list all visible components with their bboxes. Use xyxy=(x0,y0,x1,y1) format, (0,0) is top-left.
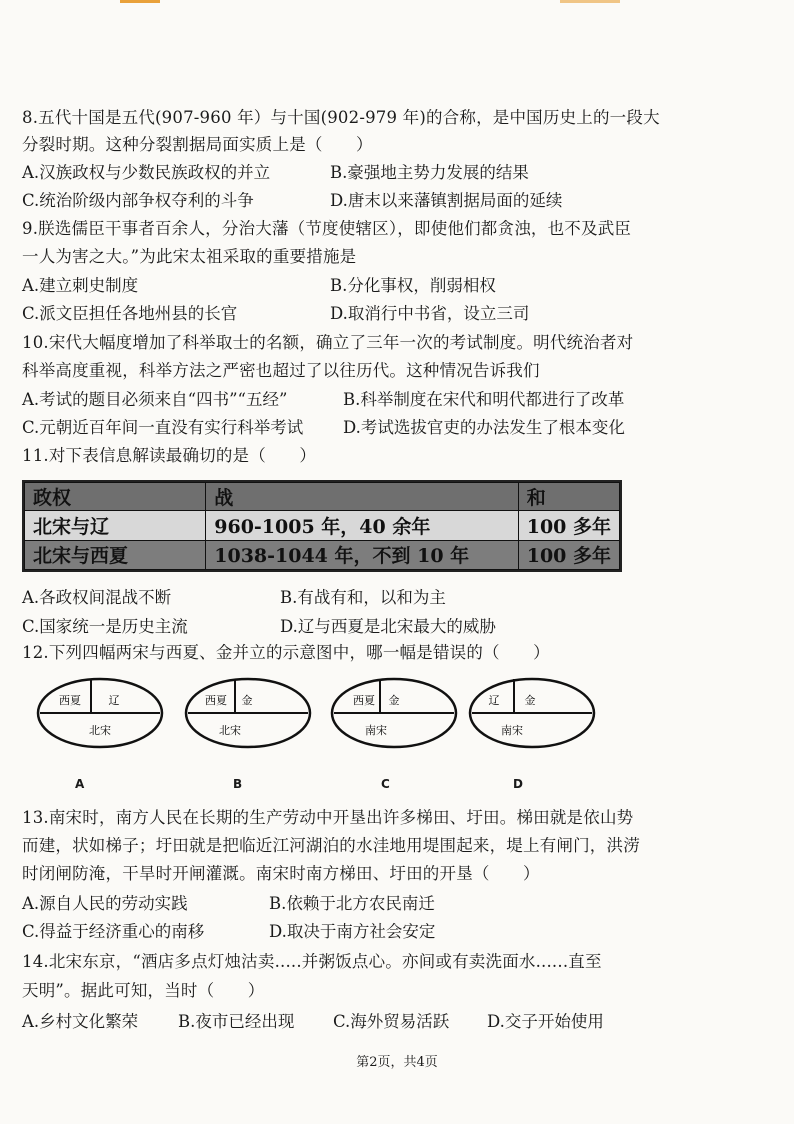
q9-option-b: B.分化事权，削弱相权 xyxy=(330,276,496,295)
diagram-d-right: 金 xyxy=(524,694,536,707)
q8-option-a: A.汉族政权与少数民族政权的并立 xyxy=(22,163,271,182)
diagram-c-bottom: 南宋 xyxy=(365,724,387,737)
page-footer: 第2页，共4页 xyxy=(356,1055,438,1070)
table-cell: 100 多年 xyxy=(518,511,619,541)
q8-stem-line2: 分裂时期。这种分裂割据局面实质上是（ ） xyxy=(22,135,373,154)
q10-stem-line2: 科举高度重视，科举方法之严密也超过了以往历代。这种情况告诉我们 xyxy=(22,361,540,380)
q11-option-c: C.国家统一是历史主流 xyxy=(22,617,188,636)
q13-option-d: D.取决于南方社会安定 xyxy=(269,922,436,941)
diagram-c xyxy=(330,676,458,750)
diagram-b-bottom: 北宋 xyxy=(219,724,241,737)
diagram-c-label: C xyxy=(381,777,390,791)
diagram-b xyxy=(184,676,312,750)
q10-option-d: D.考试选拔官吏的办法发生了根本变化 xyxy=(343,418,625,437)
scan-mark xyxy=(120,0,160,3)
q9-option-c: C.派文臣担任各地州县的长官 xyxy=(22,304,238,323)
q13-option-c: C.得益于经济重心的南移 xyxy=(22,922,205,941)
scan-mark xyxy=(560,0,620,3)
diagram-d-left: 辽 xyxy=(488,694,500,707)
q9-stem-line1: 9.朕选儒臣干事者百余人，分治大藩（节度使辖区），即使他们都贪浊，也不及武臣 xyxy=(22,219,632,238)
q13-stem-line3: 时闭闸防淹，干旱时开闸灌溉。南宋时南方梯田、圩田的开垦（ ） xyxy=(22,864,540,883)
diagram-d-bottom: 南宋 xyxy=(501,724,523,737)
q9-stem-line2: 一人为害之大。”为此宋太祖采取的重要措施是 xyxy=(22,247,357,266)
q12-stem: 12.下列四幅两宋与西夏、金并立的示意图中，哪一幅是错误的（ ） xyxy=(22,643,550,662)
q8-option-c: C.统治阶级内部争权夺利的斗争 xyxy=(22,191,254,210)
table-cell: 1038-1044 年，不到 10 年 xyxy=(206,540,518,570)
q10-stem-line1: 10.宋代大幅度增加了科举取士的名额，确立了三年一次的考试制度。明代统治者对 xyxy=(22,333,634,352)
table-row xyxy=(25,511,620,541)
q13-stem-line1: 13.南宋时，南方人民在长期的生产劳动中开垦出许多梯田、圩田。梯田就是依山势 xyxy=(22,808,634,827)
q8-option-d: D.唐末以来藩镇割据局面的延续 xyxy=(330,191,563,210)
diagram-b-left: 西夏 xyxy=(205,694,227,707)
diagram-c-left: 西夏 xyxy=(353,694,375,707)
table-header-war: 战 xyxy=(206,483,518,511)
q13-stem-line2: 而建，状如梯子；圩田就是把临近江河湖泊的水洼地用堤围起来，堤上有闸门，洪涝 xyxy=(22,836,640,855)
q13-option-b: B.依赖于北方农民南迁 xyxy=(269,894,435,913)
q10-option-b: B.科举制度在宋代和明代都进行了改革 xyxy=(343,390,625,409)
diagram-c-right: 金 xyxy=(388,694,400,707)
q14-option-d: D.交子开始使用 xyxy=(487,1012,604,1031)
diagram-a-right: 辽 xyxy=(108,694,120,707)
q11-option-b: B.有战有和，以和为主 xyxy=(280,588,446,607)
table-cell: 北宋与辽 xyxy=(25,511,206,541)
diagram-a-bottom: 北宋 xyxy=(89,724,111,737)
q10-option-a: A.考试的题目必须来自“四书”“五经” xyxy=(22,390,288,409)
q9-option-d: D.取消行中书省，设立三司 xyxy=(330,304,530,323)
q11-option-a: A.各政权间混战不断 xyxy=(22,588,172,607)
table-cell: 960-1005 年，40 余年 xyxy=(206,511,518,541)
table-cell: 100 多年 xyxy=(518,540,619,570)
q13-option-a: A.源自人民的劳动实践 xyxy=(22,894,188,913)
q8-stem-line1: 8.五代十国是五代(907-960 年）与十国(902-979 年)的合称，是中国历史上的一段大 xyxy=(22,108,660,127)
q14-option-b: B.夜市已经出现 xyxy=(178,1012,295,1031)
q10-option-c: C.元朝近百年间一直没有实行科举考试 xyxy=(22,418,304,437)
diagram-d xyxy=(468,676,596,750)
diagram-a xyxy=(36,676,164,750)
diagram-d-label: D xyxy=(513,777,523,791)
diagram-a-left: 西夏 xyxy=(59,694,81,707)
table-row xyxy=(25,540,620,570)
table-header-peace: 和 xyxy=(518,483,619,511)
peace-war-table xyxy=(22,480,622,572)
q14-stem-line2: 天明”。据此可知，当时（ ） xyxy=(22,981,265,1000)
q11-option-d: D.辽与西夏是北宋最大的威胁 xyxy=(280,617,496,636)
q14-stem-line1: 14.北宋东京，“酒店多点灯烛沽卖.....并粥饭点心。亦间或有卖洗面水......直至 xyxy=(22,952,602,971)
q11-stem: 11.对下表信息解读最确切的是（ ） xyxy=(22,446,317,465)
q14-option-a: A.乡村文化繁荣 xyxy=(22,1012,139,1031)
diagram-b-right: 金 xyxy=(241,694,253,707)
table-cell: 北宋与西夏 xyxy=(25,540,206,570)
q9-option-a: A.建立刺史制度 xyxy=(22,276,139,295)
q14-option-c: C.海外贸易活跃 xyxy=(333,1012,450,1031)
diagram-a-label: A xyxy=(75,777,85,791)
q8-option-b: B.豪强地主势力发展的结果 xyxy=(330,163,529,182)
diagram-b-label: B xyxy=(233,777,243,791)
table-header-regime: 政权 xyxy=(25,483,206,511)
